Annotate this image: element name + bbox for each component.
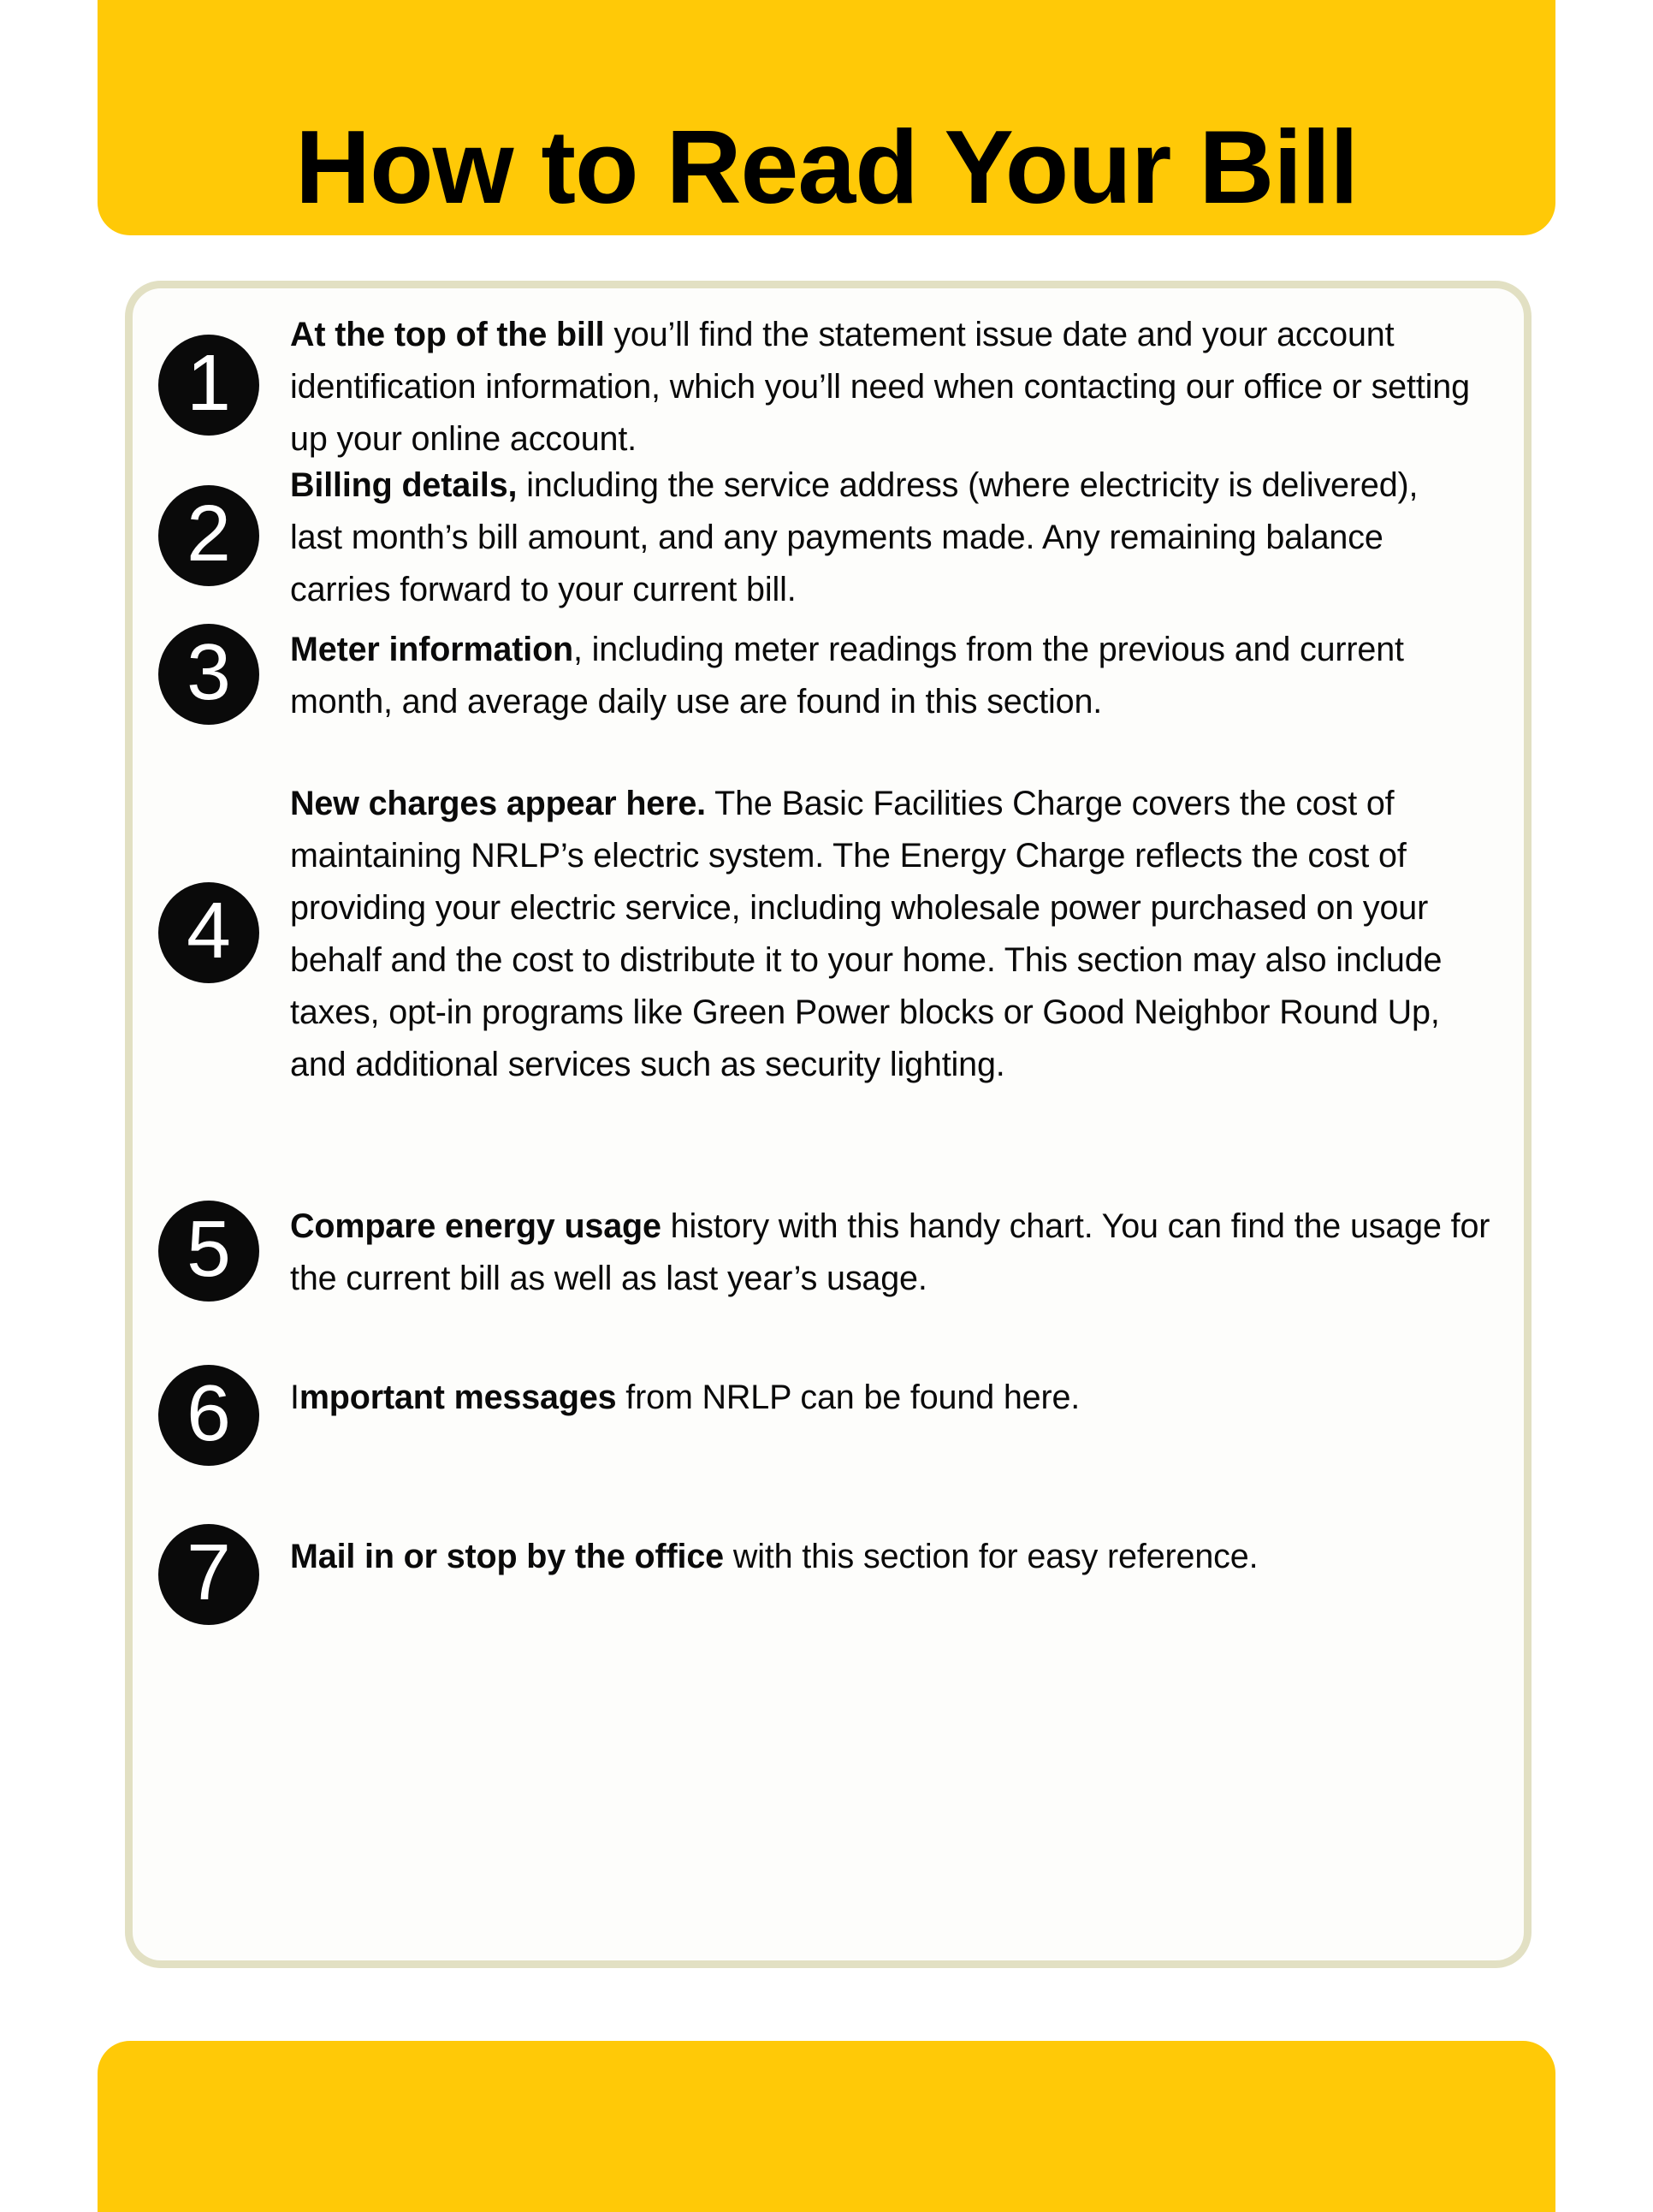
- step-number-badge-2: 2: [158, 485, 259, 586]
- step-rest-6: from NRLP can be found here.: [616, 1379, 1081, 1416]
- step-rest-3: , including meter readings from the previous and current month, and average daily use are found in this section.: [290, 631, 1404, 721]
- step-number-badge-4: 4: [158, 882, 259, 983]
- step-item-7: [158, 1527, 1510, 1625]
- step-item-6: [158, 1367, 1510, 1466]
- step-text-1: [290, 309, 1488, 466]
- steps-list: [133, 288, 1524, 1960]
- step-text-5: [290, 1201, 1510, 1305]
- step-lead-4: New charges appear here.: [290, 785, 706, 822]
- step-text-6: [290, 1372, 1510, 1424]
- step-rest-1: you’ll find the statement issue date and your account identification information, which you’ll need when contacting our office or setting up your online account.: [290, 316, 1470, 458]
- step-lead-2: Billing details,: [290, 466, 518, 504]
- step-number-badge-1: 1: [158, 335, 259, 436]
- step-lead-7: Mail in or stop by the office: [290, 1538, 724, 1575]
- step-text-2: [290, 460, 1472, 616]
- step-rest-7: with this section for easy reference.: [724, 1538, 1259, 1575]
- step-text-3: [290, 624, 1496, 728]
- step-lead-prefix-6: I: [290, 1379, 299, 1416]
- footer-banner: [98, 2041, 1555, 2212]
- step-lead-5: Compare energy usage: [290, 1207, 661, 1245]
- step-item-1: [158, 309, 1510, 466]
- step-item-2: [158, 460, 1510, 616]
- step-number-badge-5: 5: [158, 1201, 259, 1302]
- step-rest-2: including the service address (where electricity is delivered), last month’s bill amount, and any payments made. Any remaining balance carries forward to your current bill.: [290, 466, 1419, 608]
- step-lead-3: Meter information: [290, 631, 574, 668]
- step-number-badge-7: 7: [158, 1524, 259, 1625]
- step-lead-6: mportant messages: [299, 1379, 617, 1416]
- step-rest-4: The Basic Facilities Charge covers the cost of maintaining NRLP’s electric system. The Energy Charge reflects the cost of providing your electric service, including wholesale power purchased on your behalf and the cost to distribute it to your home. This section may also include taxes, opt-in programs like Green Power blocks or Good Neighbor Round Up, and additional services such as security lighting.: [290, 785, 1443, 1083]
- step-text-4: [290, 778, 1496, 1091]
- step-number-badge-3: 3: [158, 624, 259, 725]
- step-rest-5: history with this handy chart. You can find the usage for the current bill as well as last year’s usage.: [290, 1207, 1490, 1297]
- step-text-7: [290, 1531, 1510, 1583]
- step-item-5: [158, 1201, 1510, 1305]
- step-lead-1: At the top of the bill: [290, 316, 605, 353]
- header-banner: [98, 0, 1555, 235]
- step-number-badge-6: 6: [158, 1365, 259, 1466]
- page-title: How to Read Your Bill: [294, 108, 1358, 225]
- steps-card: [125, 281, 1532, 1968]
- step-item-3: [158, 624, 1510, 728]
- step-item-4: [158, 778, 1510, 1091]
